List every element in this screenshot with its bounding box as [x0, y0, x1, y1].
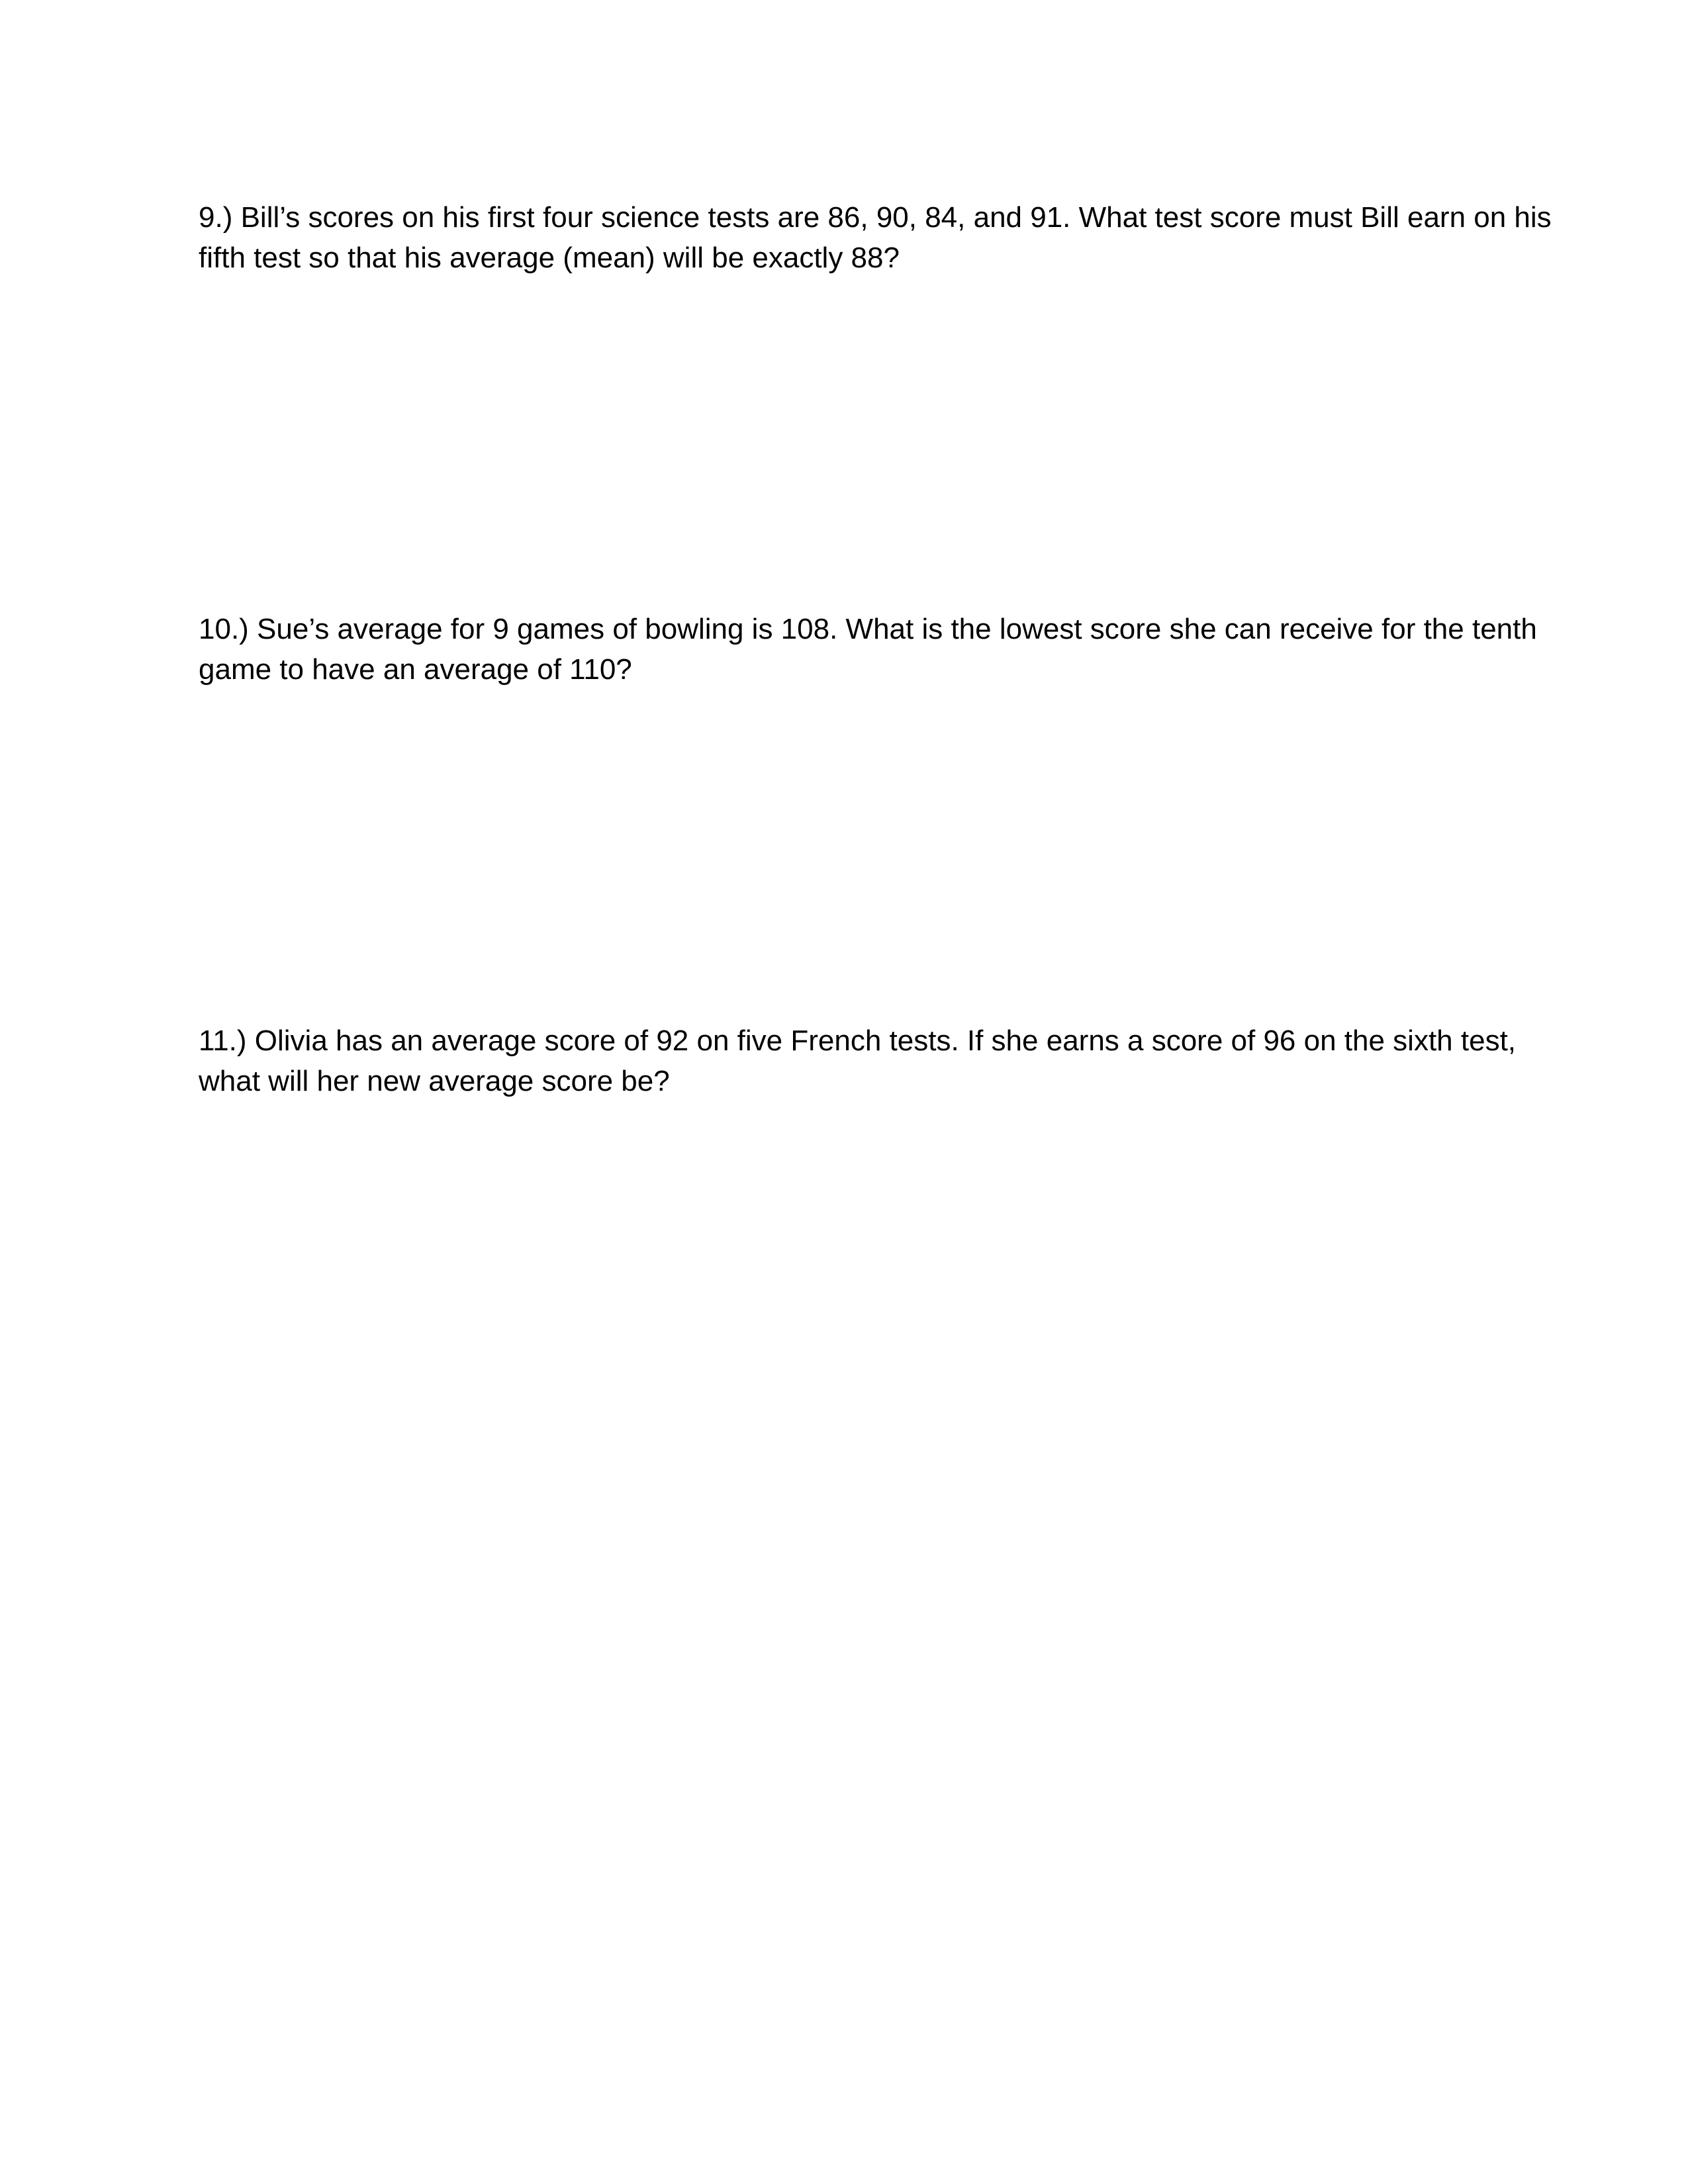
question-11 — [199, 1021, 1517, 1101]
question-10-line-2: game to have an average of 110? — [199, 653, 632, 686]
question-10-line-1: 10.) Sue’s average for 9 games of bowling is 108. What is the lowest score she can receive for the tenth — [199, 613, 1537, 645]
question-11-line-2: what will her new average score be? — [199, 1065, 670, 1097]
question-9-line-1: 9.) Bill’s scores on his first four science tests are 86, 90, 84, and 91. What test score must Bill earn on his — [199, 201, 1552, 234]
question-9 — [199, 197, 1552, 278]
question-9-line-2: fifth test so that his average (mean) will be exactly 88? — [199, 242, 900, 274]
question-10 — [199, 609, 1537, 690]
question-11-line-1: 11.) Olivia has an average score of 92 on five French tests. If she earns a score of 96 on the sixth test, — [199, 1024, 1517, 1057]
